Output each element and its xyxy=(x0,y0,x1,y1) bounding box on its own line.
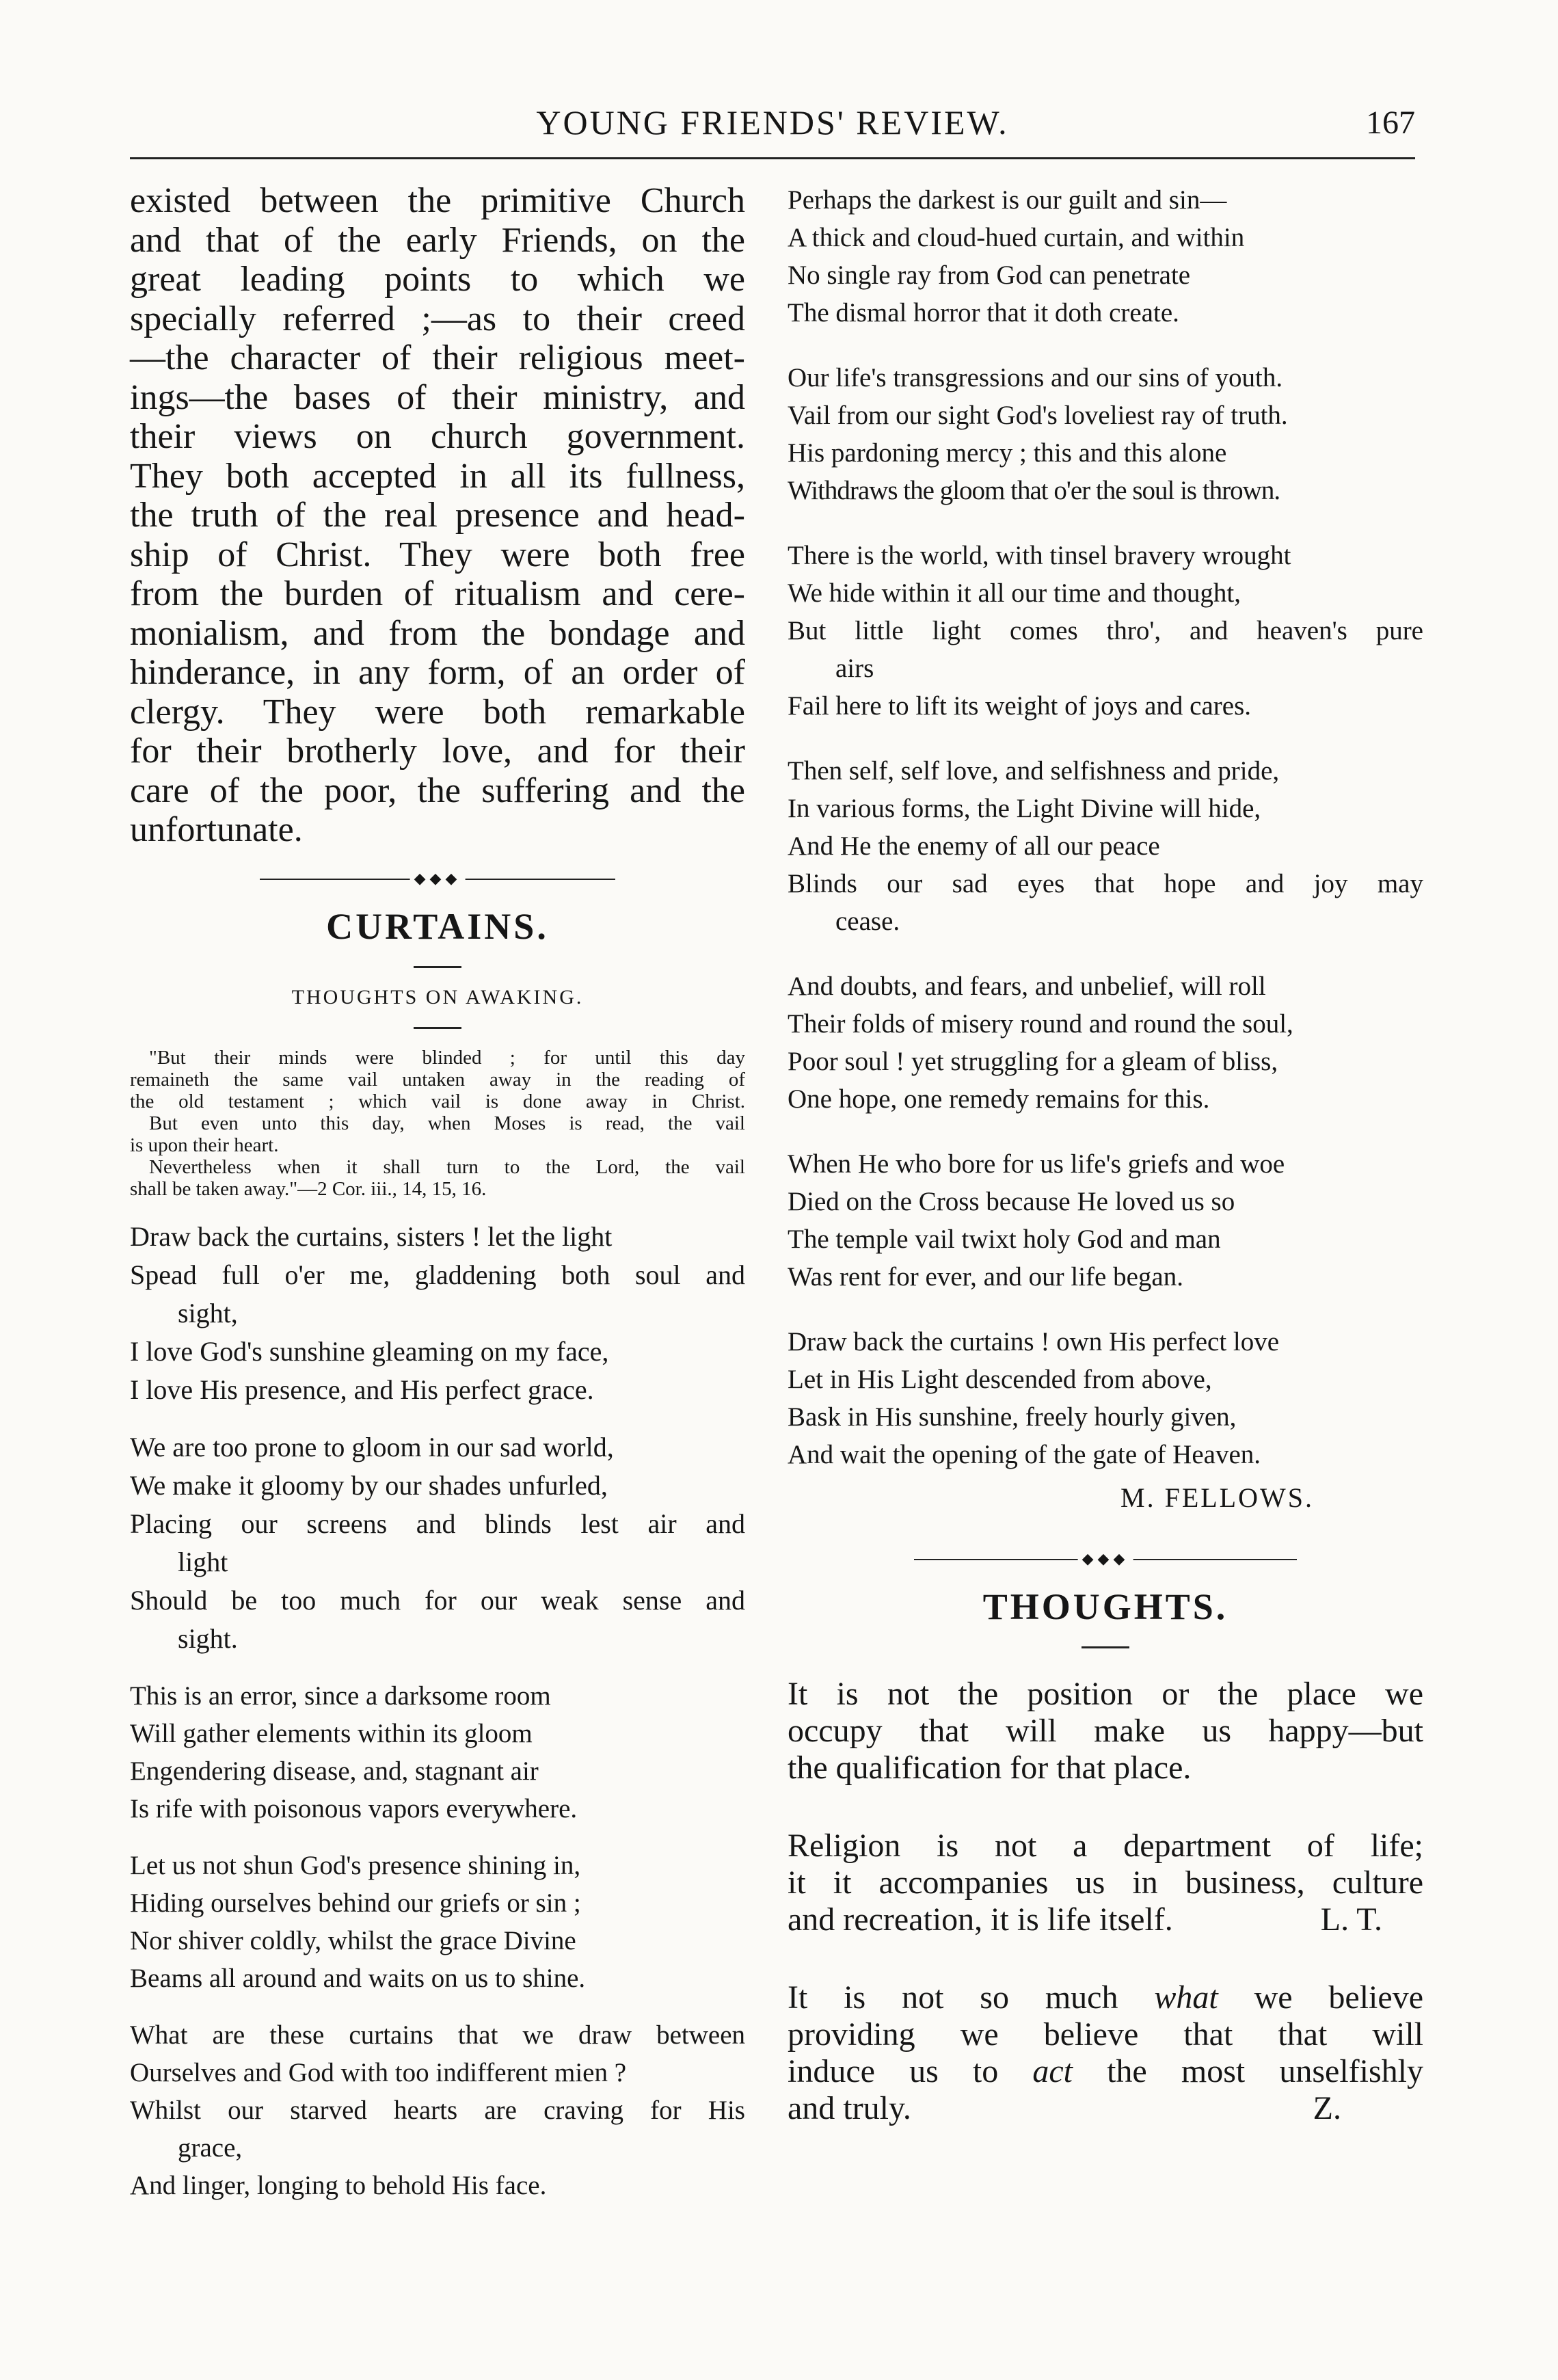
verse-line: And doubts, and fears, and unbelief, will roll xyxy=(788,972,1266,1001)
diamond-ornament-icon: ◆◆◆ xyxy=(410,870,466,887)
poem-stanza xyxy=(130,2016,745,2204)
verse-line: We hide within it all our time and thought, xyxy=(788,578,1241,608)
verse-line: Withdraws the gloom that o'er the soul is thrown. xyxy=(788,476,1280,505)
prose-line: from the burden of ritualism and cere- xyxy=(130,574,745,613)
emphasis-text: what xyxy=(1154,1979,1218,2016)
prose-line: for their brotherly love, and for their xyxy=(130,732,745,771)
thought-line: it it accompanies us in business, culture xyxy=(788,1864,1423,1901)
verse-line: But little light comes thro', and heaven's pure xyxy=(788,616,1423,645)
verse-line: His pardoning mercy ; this and this alone xyxy=(788,438,1227,468)
right-column xyxy=(788,181,1423,2168)
verse-line: Will gather elements within its gloom xyxy=(130,1718,533,1748)
verse-line: Vail from our sight God's loveliest ray of truth. xyxy=(788,401,1288,430)
prose-line: hinderance, in any form, of an order of xyxy=(130,653,745,692)
thought-paragraph xyxy=(788,1676,1423,1787)
verse-line: Nor shiver coldly, whilst the grace Divine xyxy=(130,1925,576,1955)
thought-text: we believe xyxy=(1218,1979,1423,2016)
thought-text: induce us to xyxy=(788,2053,1033,2089)
verse-line: Draw back the curtains ! own His perfect love xyxy=(788,1327,1280,1356)
thought-text: and recreation, it is life itself. xyxy=(788,1901,1173,1938)
poem-stanza xyxy=(130,1847,745,1997)
verse-line: Beams all around and waits on us to shine. xyxy=(130,1963,586,1993)
prose-line: ings—the bases of their ministry, and xyxy=(130,377,745,417)
verse-line: Poor soul ! yet struggling for a gleam of bliss, xyxy=(788,1047,1278,1076)
thought-line: It is not the position or the place we xyxy=(788,1676,1423,1712)
verse-line: Ourselves and God with too indifferent mien ? xyxy=(130,2057,627,2087)
thought-line xyxy=(788,2090,1423,2127)
epigraph-line: shall be taken away."—2 Cor. iii., 14, 15, 16. xyxy=(130,1177,487,1200)
verse-line: Should be too much for our weak sense and xyxy=(130,1584,745,1616)
epigraph-line: Nevertheless when it shall turn to the Lord, the vail xyxy=(149,1155,745,1178)
verse-line: The dismal horror that it doth create. xyxy=(788,298,1179,327)
verse-line: Engendering disease, and, stagnant air xyxy=(130,1756,539,1786)
thought-text: and truly. xyxy=(788,2090,911,2126)
thought-line: occupy that will make us happy—but xyxy=(788,1713,1423,1749)
verse-line: No single ray from God can penetrate xyxy=(788,260,1191,290)
verse-line: Our life's transgressions and our sins of youth. xyxy=(788,363,1283,392)
prose-line: the truth of the real presence and head- xyxy=(130,496,745,535)
left-column xyxy=(130,181,745,2223)
verse-line: Let in His Light descended from above, xyxy=(788,1365,1212,1394)
thought-paragraph xyxy=(788,1979,1423,2127)
prose-line: monialism, and from the bondage and xyxy=(130,613,745,653)
page-number: 167 xyxy=(1366,105,1415,141)
verse-line: I love His presence, and His perfect grace. xyxy=(130,1374,594,1405)
verse-line: Whilst our starved hearts are craving for His xyxy=(130,2095,745,2125)
poem-stanza xyxy=(130,1428,745,1658)
curtains-title: CURTAINS. xyxy=(326,905,549,947)
verse-line: The temple vail twixt holy God and man xyxy=(788,1225,1221,1254)
thought-text: the most unselfishly xyxy=(1072,2053,1423,2089)
prose-line: their views on church government. xyxy=(130,417,745,456)
thought-line: providing we believe that that will xyxy=(788,2016,1423,2053)
poem-stanza xyxy=(788,537,1423,725)
prose-line: ship of Christ. They were both free xyxy=(130,535,745,574)
running-head xyxy=(130,96,1415,159)
verse-line: Spead full o'er me, gladdening both soul and xyxy=(130,1259,745,1290)
verse-line: And linger, longing to behold His face. xyxy=(130,2170,547,2200)
prose-line: clergy. They were both remarkable xyxy=(130,692,745,732)
prose-line: and that of the early Friends, on the xyxy=(130,220,745,260)
verse-line: Hiding ourselves behind our griefs or sin ; xyxy=(130,1888,581,1918)
verse-line: One hope, one remedy remains for this. xyxy=(788,1084,1210,1114)
verse-line: When He who bore for us life's griefs and woe xyxy=(788,1149,1285,1179)
thought-line xyxy=(788,1901,1423,1938)
section-divider xyxy=(260,870,615,887)
verse-line: Is rife with poisonous vapors everywhere. xyxy=(130,1793,578,1823)
running-title: YOUNG FRIENDS' REVIEW. xyxy=(536,103,1009,142)
verse-line: airs xyxy=(835,654,874,683)
poem-stanza xyxy=(788,1145,1423,1296)
prose-line: specially referred ;—as to their creed xyxy=(130,299,745,338)
verse-line: Died on the Cross because He loved us so xyxy=(788,1187,1235,1216)
epigraph-line: is upon their heart. xyxy=(130,1134,279,1156)
prose-line: great leading points to which we xyxy=(130,260,745,299)
epigraph-line: But even unto this day, when Moses is read, the vail xyxy=(149,1112,745,1134)
subtitle-rule xyxy=(414,1027,461,1029)
thought-line xyxy=(788,2053,1423,2090)
epigraph-line: remaineth the same vail untaken away in the reading of xyxy=(130,1068,745,1091)
prose-line: unfortunate. xyxy=(130,810,303,849)
prose-line: —the character of their religious meet- xyxy=(130,338,745,377)
prose-line: They both accepted in all its fullness, xyxy=(130,456,745,496)
emphasis-text: act xyxy=(1032,2053,1073,2089)
verse-line: There is the world, with tinsel bravery wrought xyxy=(788,541,1291,570)
thought-signature: Z. xyxy=(1313,2090,1341,2126)
poem-stanza xyxy=(788,752,1423,940)
epigraph xyxy=(130,1047,745,1200)
verse-line: grace, xyxy=(178,2132,243,2163)
thought-paragraph xyxy=(788,1828,1423,1938)
epigraph-line: the old testament ; which vail is done away in Christ. xyxy=(130,1090,745,1112)
thought-signature: L. T. xyxy=(1320,1901,1382,1938)
verse-line: light xyxy=(178,1546,228,1577)
verse-line: Bask in His sunshine, freely hourly given, xyxy=(788,1402,1237,1432)
verse-line: Placing our screens and blinds lest air and xyxy=(130,1508,745,1539)
verse-line: We make it gloomy by our shades unfurled, xyxy=(130,1469,608,1501)
verse-line: cease. xyxy=(835,907,900,936)
verse-line: This is an error, since a darksome room xyxy=(130,1681,551,1711)
verse-line: And wait the opening of the gate of Heaven. xyxy=(788,1440,1261,1469)
poem-stanza xyxy=(788,967,1423,1118)
thought-line: the qualification for that place. xyxy=(788,1750,1192,1786)
verse-line: sight. xyxy=(178,1622,238,1654)
poem-stanza xyxy=(130,1218,745,1409)
verse-line: Let us not shun God's presence shining in, xyxy=(130,1850,581,1880)
poem-stanza xyxy=(788,1323,1423,1473)
verse-line: We are too prone to gloom in our sad world, xyxy=(130,1431,614,1462)
verse-line: Fail here to lift its weight of joys and cares. xyxy=(788,691,1252,721)
poem-stanza xyxy=(130,1677,745,1828)
poem-signature: M. FELLOWS. xyxy=(1120,1482,1314,1513)
verse-line: Was rent for ever, and our life began. xyxy=(788,1262,1183,1292)
title-rule xyxy=(414,966,461,968)
prose-line: existed between the primitive Church xyxy=(130,181,745,220)
verse-line: And He the enemy of all our peace xyxy=(788,831,1160,861)
poem-stanza xyxy=(788,181,1423,332)
thoughts-title: THOUGHTS. xyxy=(982,1586,1228,1627)
verse-line: I love God's sunshine gleaming on my face, xyxy=(130,1335,609,1367)
verse-line: Blinds our sad eyes that hope and joy may xyxy=(788,869,1423,898)
thought-text: It is not so much xyxy=(788,1979,1155,2016)
article-continuation xyxy=(130,181,745,850)
poem-stanza xyxy=(788,359,1423,509)
verse-line: A thick and cloud-hued curtain, and within xyxy=(788,223,1245,252)
thought-line: Religion is not a department of life; xyxy=(788,1828,1423,1864)
verse-line: Draw back the curtains, sisters ! let the light xyxy=(130,1220,613,1252)
verse-line: What are these curtains that we draw between xyxy=(130,2020,745,2050)
thought-line xyxy=(788,1979,1423,2016)
verse-line: In various forms, the Light Divine will hide, xyxy=(788,794,1261,823)
verse-line: Then self, self love, and selfishness and pride, xyxy=(788,756,1280,786)
prose-line: care of the poor, the suffering and the xyxy=(130,771,745,810)
verse-line: sight, xyxy=(178,1297,238,1328)
title-rule xyxy=(1082,1646,1129,1648)
section-divider xyxy=(914,1551,1297,1568)
diamond-ornament-icon: ◆◆◆ xyxy=(1078,1551,1133,1568)
curtains-subtitle: THOUGHTS ON AWAKING. xyxy=(291,985,584,1008)
verse-line: Perhaps the darkest is our guilt and sin— xyxy=(788,185,1227,215)
epigraph-line: "But their minds were blinded ; for until this day xyxy=(149,1046,745,1069)
verse-line: Their folds of misery round and round the soul, xyxy=(788,1009,1293,1039)
